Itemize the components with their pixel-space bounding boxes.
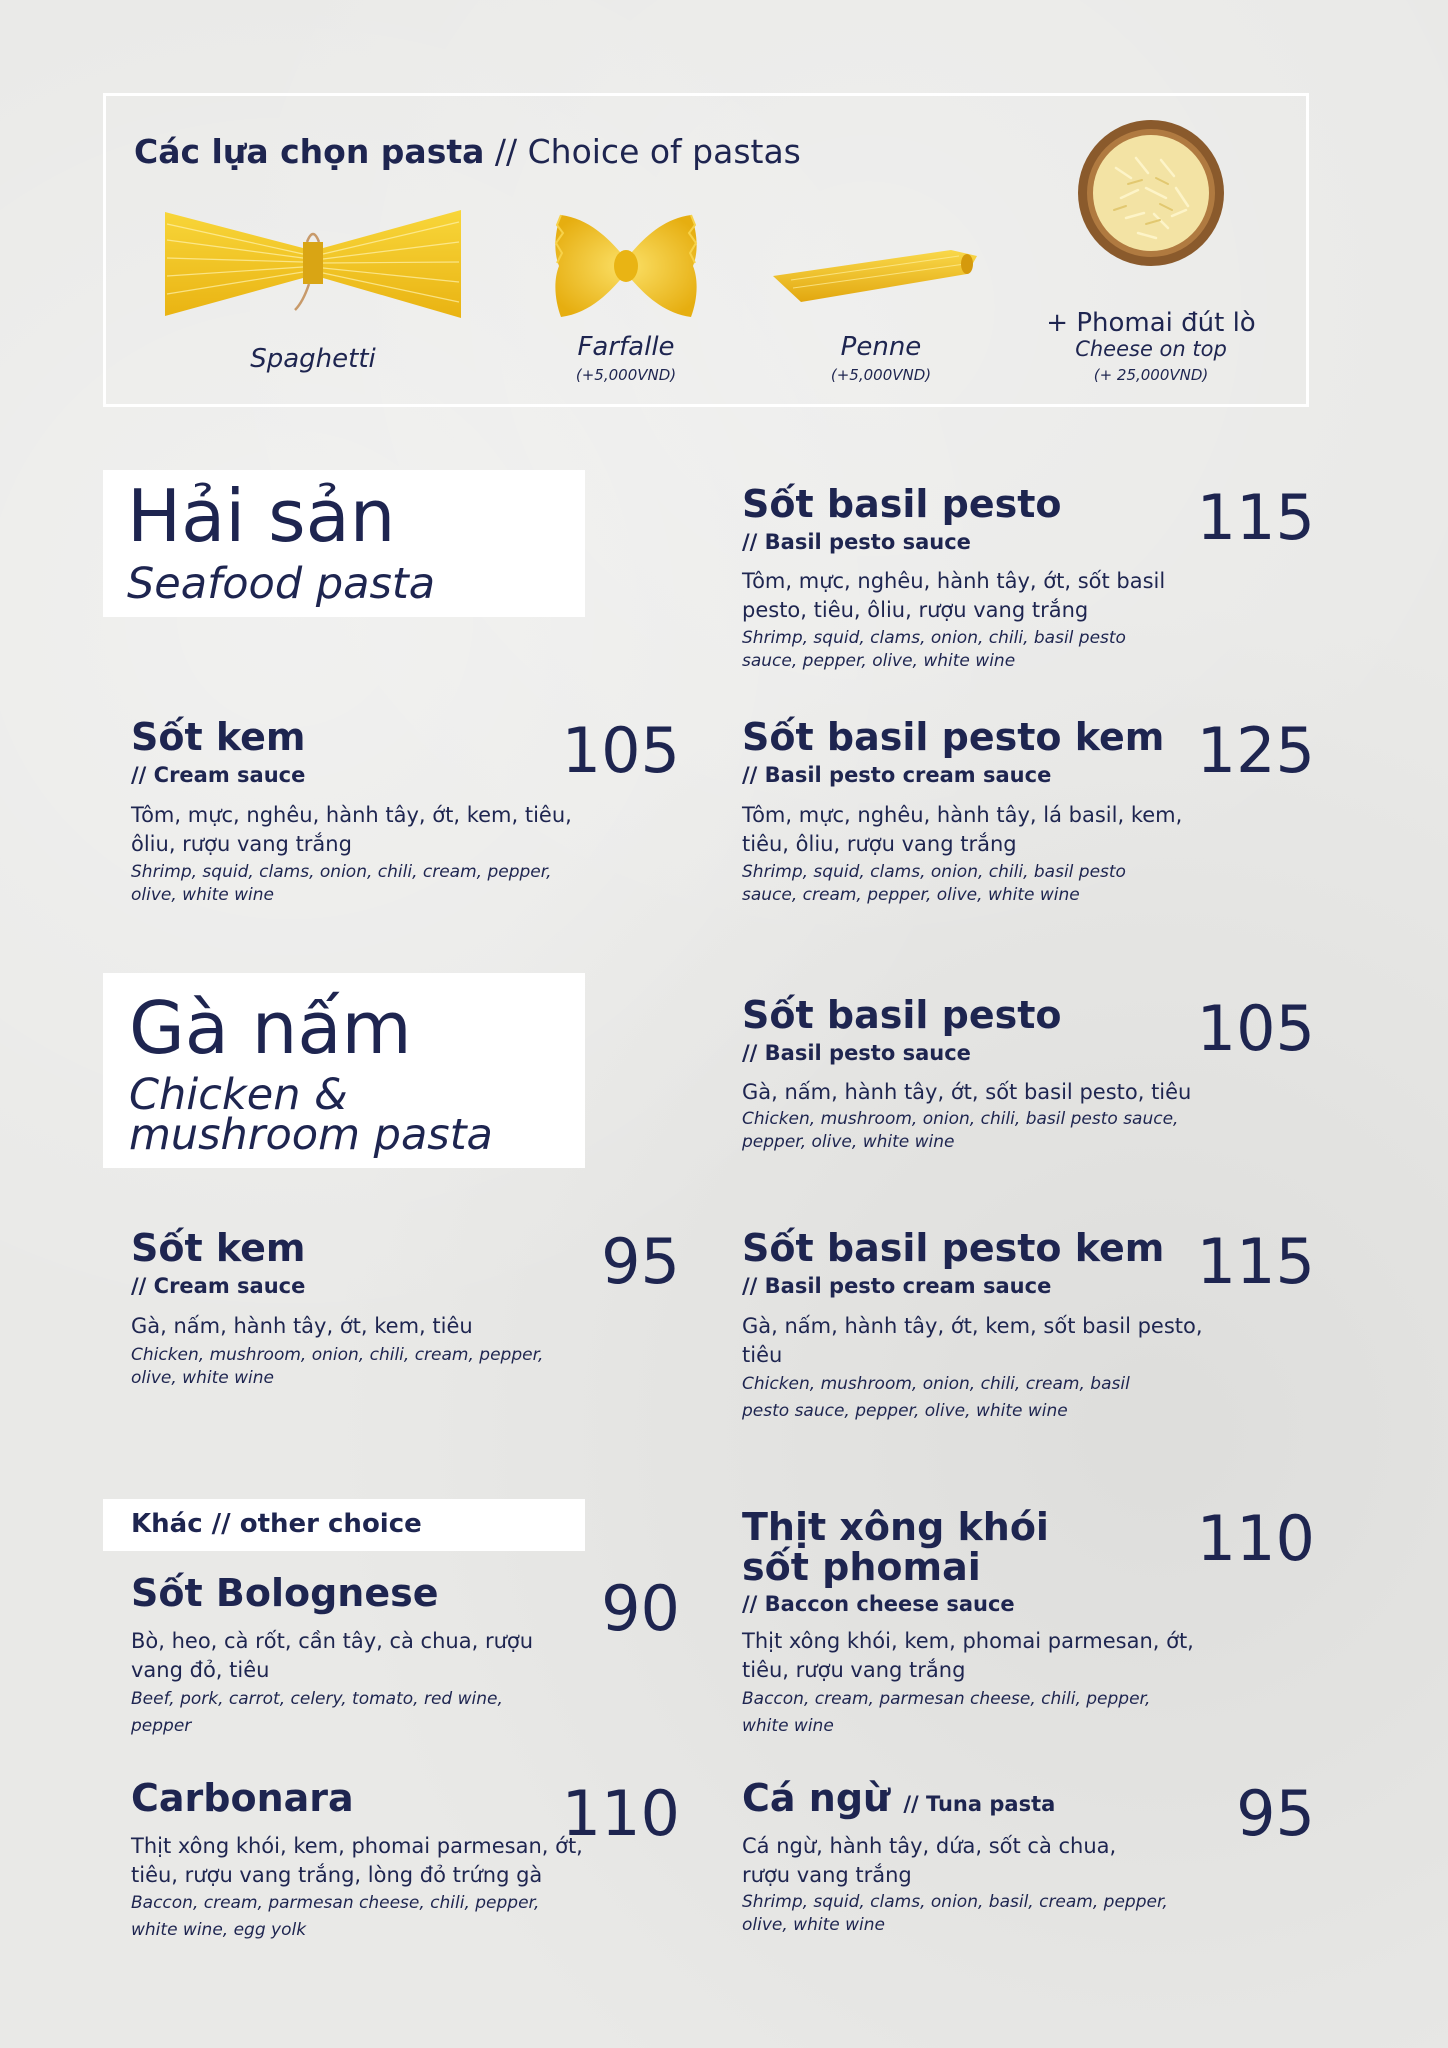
bacon-cheese-price: 110 [1196,1502,1315,1575]
chicken-cream-desc-vi: Gà, nấm, hành tây, ớt, kem, tiêu [131,1314,473,1338]
tuna-sub: // Tuna pasta [903,1792,1056,1816]
choices-title-vi: Các lựa chọn pasta [134,132,485,171]
bolognese-name: Sốt Bolognese [131,1571,439,1615]
carbonara-price: 110 [561,1777,680,1850]
seafood-cream-name: Sốt kem [131,715,306,759]
choices-title-en: Choice of pastas [527,132,801,171]
chicken-cream-name: Sốt kem [131,1226,306,1270]
chicken-basil-pesto-cream-name: Sốt basil pesto kem [742,1226,1165,1270]
chicken-basil-pesto-cream-desc-en: Chicken, mushroom, onion, chili, cream, basil pesto sauce, pepper, olive, white wine [742,1374,1130,1421]
chicken-basil-pesto-sub: // Basil pesto sauce [742,1041,971,1065]
seafood-basil-pesto-cream-price: 125 [1196,714,1315,787]
chicken-basil-pesto-desc-en: Chicken, mushroom, onion, chili, basil pesto sauce, pepper, olive, white wine [742,1109,1179,1152]
other-title: Khác // other choice [131,1509,422,1539]
spaghetti-icon [163,206,463,321]
seafood-cream-desc-en: Shrimp, squid, clams, onion, chili, cream, pepper, olive, white wine [131,862,552,905]
bolognese-desc-vi: Bò, heo, cà rốt, cần tây, cà chua, rượu vang đỏ, tiêu [131,1629,534,1682]
bacon-cheese-name-line1: Thịt xông khói [742,1505,1049,1549]
choices-title-sep: // [484,132,528,171]
bacon-cheese-desc-en: Baccon, cream, parmesan cheese, chili, pepper, white wine [742,1689,1151,1736]
seafood-title-en: Seafood pasta [127,559,436,609]
penne-icon [771,246,981,306]
chicken-title-en-line2: mushroom pasta [129,1110,493,1160]
pasta-choices-box [103,93,1309,407]
bacon-cheese-desc-vi: Thịt xông khói, kem, phomai parmesan, ớt, tiêu, rượu vang trắng [742,1629,1194,1682]
farfalle-price: (+5,000VND) [575,366,677,384]
carbonara-desc-vi: Thịt xông khói, kem, phomai parmesan, ớt, tiêu, rượu vang trắng, lòng đỏ trứng gà [131,1834,583,1887]
seafood-cream-price: 105 [561,714,680,787]
cheese-label: + Phomai đút lò [1046,308,1256,338]
penne-price: (+5,000VND) [830,366,932,384]
seafood-basil-pesto-price: 115 [1196,481,1315,554]
carbonara-desc-en: Baccon, cream, parmesan cheese, chili, pepper, white wine, egg yolk [131,1893,540,1940]
cheese-price: (+ 25,000VND) [1093,366,1209,384]
seafood-cream-sub: // Cream sauce [131,763,306,787]
seafood-basil-pesto-cream-desc-vi: Tôm, mực, nghêu, hành tây, lá basil, kem, tiêu, ôliu, rượu vang trắng [742,803,1183,856]
chicken-title-en-line1: Chicken & [129,1070,348,1120]
bacon-cheese-name-line2: sốt phomai [742,1545,981,1589]
chicken-basil-pesto-cream-sub: // Basil pesto cream sauce [742,1274,1052,1298]
chicken-cream-desc-en: Chicken, mushroom, onion, chili, cream, pepper, olive, white wine [131,1345,544,1388]
seafood-title-vi: Hải sản [127,474,396,558]
penne-label: Penne [840,332,922,362]
spaghetti-label: Spaghetti [250,344,376,374]
tuna-price: 95 [1236,1777,1315,1850]
tuna-name [742,1776,1056,1820]
bolognese-desc-en: Beef, pork, carrot, celery, tomato, red wine, pepper [131,1689,503,1736]
seafood-cream-desc-vi: Tôm, mực, nghêu, hành tây, ớt, kem, tiêu, ôliu, rượu vang trắng [131,803,572,856]
bolognese-price: 90 [601,1572,680,1645]
tuna-desc-en: Shrimp, squid, clams, onion, basil, cream, pepper, olive, white wine [742,1892,1168,1935]
farfalle-icon [551,211,701,321]
carbonara-name: Carbonara [131,1776,354,1820]
chicken-cream-sub: // Cream sauce [131,1274,306,1298]
seafood-basil-pesto-desc-en: Shrimp, squid, clams, onion, chili, basil pesto sauce, pepper, olive, white wine [742,628,1126,671]
cheese-label-en: Cheese on top [1075,337,1227,361]
seafood-basil-pesto-cream-name: Sốt basil pesto kem [742,715,1165,759]
seafood-basil-pesto-sub: // Basil pesto sauce [742,530,971,554]
cheese-bowl-icon [1076,118,1226,268]
tuna-desc-vi: Cá ngừ, hành tây, dứa, sốt cà chua, rượu vang trắng [742,1834,1117,1887]
pasta-choices-title [134,132,801,171]
chicken-title-vi: Gà nấm [129,986,412,1070]
chicken-basil-pesto-cream-price: 115 [1196,1225,1315,1298]
bacon-cheese-sub: // Baccon cheese sauce [742,1592,1015,1616]
farfalle-label: Farfalle [577,332,675,362]
seafood-basil-pesto-cream-sub: // Basil pesto cream sauce [742,763,1052,787]
seafood-basil-pesto-cream-desc-en: Shrimp, squid, clams, onion, chili, basil pesto sauce, cream, pepper, olive, white wine [742,862,1126,905]
chicken-cream-price: 95 [601,1225,680,1298]
tuna-name-text: Cá ngừ [742,1776,891,1820]
chicken-basil-pesto-name: Sốt basil pesto [742,993,1062,1037]
seafood-basil-pesto-desc-vi: Tôm, mực, nghêu, hành tây, ớt, sốt basil pesto, tiêu, ôliu, rượu vang trắng [742,569,1166,622]
seafood-basil-pesto-name: Sốt basil pesto [742,482,1062,526]
chicken-basil-pesto-desc-vi: Gà, nấm, hành tây, ớt, sốt basil pesto, tiêu [742,1080,1192,1104]
chicken-basil-pesto-cream-desc-vi: Gà, nấm, hành tây, ớt, kem, sốt basil pesto, tiêu [742,1314,1203,1367]
chicken-basil-pesto-price: 105 [1196,992,1315,1065]
